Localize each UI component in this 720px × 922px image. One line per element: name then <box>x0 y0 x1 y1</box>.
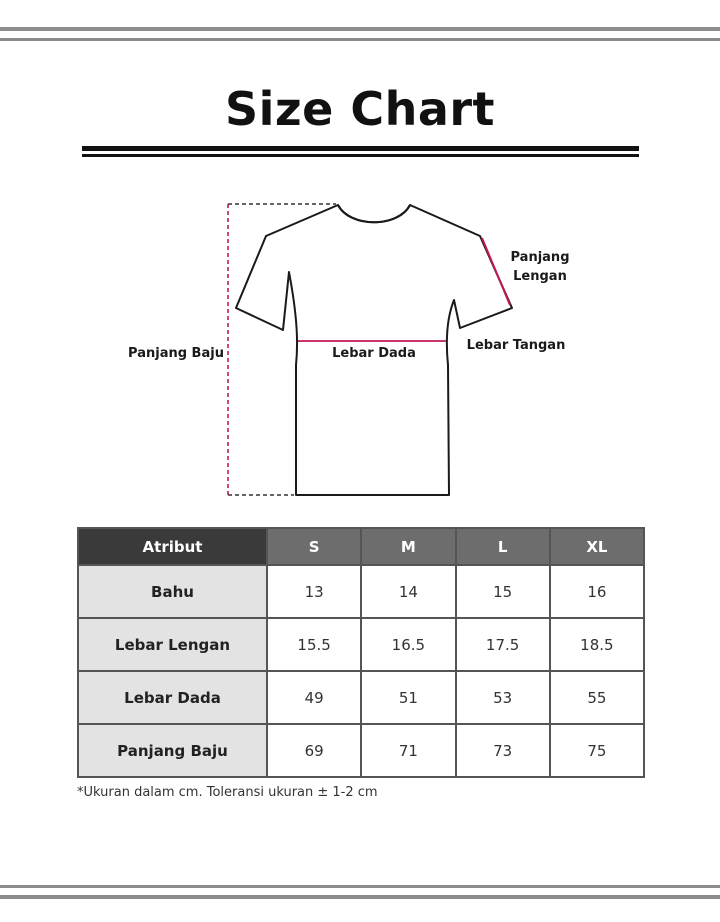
table-cell: 14 <box>361 565 455 618</box>
row-label-bahu: Bahu <box>78 565 267 618</box>
table-cell: 17.5 <box>456 618 550 671</box>
table-cell: 18.5 <box>550 618 644 671</box>
header-size-s: S <box>267 528 361 565</box>
bottom-border-line-inner <box>0 885 720 888</box>
table-row <box>78 671 644 724</box>
table-row <box>78 618 644 671</box>
bottom-border-line <box>0 895 720 899</box>
row-label-panjang-baju: Panjang Baju <box>78 724 267 777</box>
label-lebar-dada: Lebar Dada <box>332 346 416 361</box>
header-size-l: L <box>456 528 550 565</box>
table-cell: 15 <box>456 565 550 618</box>
label-panjang-lengan-2: Lengan <box>513 269 567 284</box>
header-atribut: Atribut <box>78 528 267 565</box>
table-row <box>78 565 644 618</box>
table-cell: 55 <box>550 671 644 724</box>
table-row <box>78 724 644 777</box>
table-cell: 13 <box>267 565 361 618</box>
table-cell: 16.5 <box>361 618 455 671</box>
row-label-lebar-lengan: Lebar Lengan <box>78 618 267 671</box>
table-cell: 75 <box>550 724 644 777</box>
table-cell: 71 <box>361 724 455 777</box>
header-size-m: M <box>361 528 455 565</box>
label-lebar-tangan: Lebar Tangan <box>466 338 566 353</box>
table-cell: 69 <box>267 724 361 777</box>
table-cell: 53 <box>456 671 550 724</box>
label-panjang-baju: Panjang Baju <box>128 346 224 361</box>
row-label-lebar-dada: Lebar Dada <box>78 671 267 724</box>
header-size-xl: XL <box>550 528 644 565</box>
table-cell: 73 <box>456 724 550 777</box>
table-header-row <box>78 528 644 565</box>
size-table <box>77 527 645 778</box>
table-cell: 49 <box>267 671 361 724</box>
table-cell: 51 <box>361 671 455 724</box>
label-panjang-lengan-1: Panjang <box>510 250 570 265</box>
panjang-lengan-measure-line <box>482 238 510 305</box>
table-cell: 16 <box>550 565 644 618</box>
table-cell: 15.5 <box>267 618 361 671</box>
size-note: *Ukuran dalam cm. Toleransi ukuran ± 1-2 cm <box>77 785 378 800</box>
tshirt-collar <box>338 205 410 222</box>
page-title: Size Chart <box>224 82 496 136</box>
